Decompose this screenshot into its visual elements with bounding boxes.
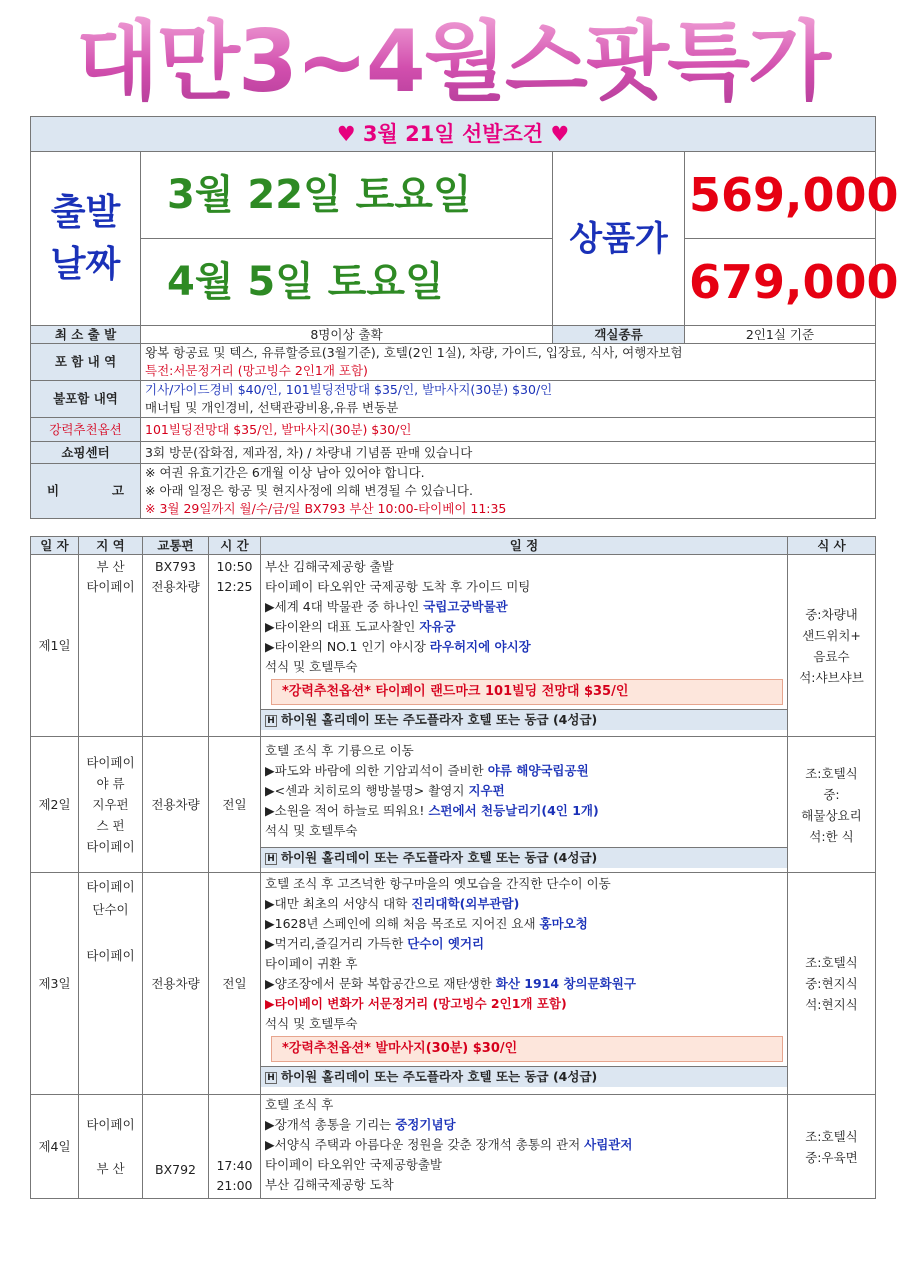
min-departure-value: 8명이상 출확 [141,326,553,344]
day-row-3 [31,873,876,1095]
price-2: 679,000 [685,239,876,326]
day-time: 전일 [209,737,261,873]
day-transport: BX793 전용차량 [143,555,209,737]
day-time: 전일 [209,873,261,1095]
option-highlight: *강력추천옵션* 발마사지(30분) $30/인 [271,1036,783,1062]
option-label: 강력추천옵션 [31,418,141,442]
room-type-value: 2인1실 기준 [685,326,876,344]
day-region: 타이페이 단수이 타이페이 [79,873,143,1095]
hotel-line: H 하이원 홀리데이 또는 주도플라자 호텔 또는 동급 (4성급) [261,709,787,730]
day-transport: BX792 [143,1095,209,1199]
summary-table [30,116,899,519]
remarks-value: ※ 여권 유효기간은 6개월 이상 남아 있어야 합니다. ※ 아래 일정은 항공 및 현지사정에 의해 변경될 수 있습니다. ※ 3월 29일까지 월/수/금/일 BX793 부산 10:00-타이베이 11:35 [141,464,876,519]
day-label: 제4일 [31,1095,79,1199]
departure-date-2: 4월 5일 토요일 [141,239,553,326]
day-plan: 호텔 조식 후 기륭으로 이동 ▶파도와 바람에 의한 기암괴석이 즐비한 야류 해양국립공원 ▶<센과 치히로의 행방불명> 촬영지 지우펀 ▶소원을 적어 하늘로 띄워요! 스펀에서 천등날리기(4인 1개) 석식 및 호텔투숙 H 하이원 홀리데이 또는 주도플라자 호텔 또는 동급 (4성급) [261,737,788,873]
day-time: 10:50 12:25 [209,555,261,737]
day-label: 제1일 [31,555,79,737]
hotel-icon: H [265,715,277,727]
hotel-icon: H [265,1072,277,1084]
day-plan: 부산 김해국제공항 출발 타이페이 타오위안 국제공항 도착 후 가이드 미팅 ▶세계 4대 박물관 중 하나인 국립고궁박물관 ▶타이완의 대표 도교사찰인 자유궁 ▶타이완의 NO.1 인기 야시장 라우허지에 야시장 석식 및 호텔투숙 *강력추천옵션* 타이페이 랜드마크 101빌딩 전망대 $35/인 H 하이원 홀리데이 또는 주도플라자 호텔 또는 동급 (4성급) [261,555,788,737]
col-transport: 교통편 [143,537,209,555]
schedule-table [30,536,876,1199]
day-time: 17:40 21:00 [209,1095,261,1199]
col-region: 지 역 [79,537,143,555]
min-departure-label: 최 소 출 발 [31,326,141,344]
hotel-line: H 하이원 홀리데이 또는 주도플라자 호텔 또는 동급 (4성급) [261,847,787,868]
day-label: 제3일 [31,873,79,1095]
col-meal: 식 사 [788,537,876,555]
day-row-1 [31,555,876,737]
shopping-label: 쇼핑센터 [31,442,141,464]
option-highlight: *강력추천옵션* 타이페이 랜드마크 101빌딩 전망대 $35/인 [271,679,783,705]
exclude-label: 불포함 내역 [31,381,141,418]
notice-banner: ♥ 3월 21일 선발조건 ♥ [31,117,876,152]
col-time: 시 간 [209,537,261,555]
include-label: 포 함 내 역 [31,344,141,381]
price-1: 569,000 [685,152,876,239]
banner-title: 대만3~4월스팟특가 [0,8,905,116]
option-value: 101빌딩전망대 $35/인, 발마사지(30분) $30/인 [141,418,876,442]
day-meals: 중:차량내 샌드위치+ 음료수 석:샤브샤브 [788,555,876,737]
room-type-label: 객실종류 [553,326,685,344]
remarks-label: 비 고 [31,464,141,519]
day-row-2 [31,737,876,873]
day-region: 부 산 타이페이 [79,555,143,737]
price-label: 상품가 [553,152,685,326]
col-day: 일 자 [31,537,79,555]
day-transport: 전용차량 [143,737,209,873]
day-plan: 호텔 조식 후 ▶장개석 총통을 기리는 중정기념당 ▶서양식 주택과 아름다운 정원을 갖춘 장개석 총통의 관저 사림관저 타이페이 타오위안 국제공항출발 부산 김해국제공항 도착 [261,1095,788,1199]
day-meals: 조:호텔식 중:우육면 [788,1095,876,1199]
day-meals: 조:호텔식 중: 해물상요리 석:한 식 [788,737,876,873]
day-plan: 호텔 조식 후 고즈넉한 항구마을의 옛모습을 간직한 단수이 이동 ▶대만 최초의 서양식 대학 진리대학(외부관람) ▶1628년 스페인에 의해 처음 목조로 지어진 요새 홍마오청 ▶먹거리,즐길거리 가득한 단수이 옛거리 타이페이 귀환 후 ▶양조장에서 문화 복합공간으로 재탄생한 화산 1914 창의문화원구 ▶타이베이 변화가 서문정거리 (망고빙수 2인1개 포함) 석식 및 호텔투숙 *강력추천옵션* 발마사지(30분) $30/인 H 하이원 홀리데이 또는 주도플라자 호텔 또는 동급 (4성급) [261,873,788,1095]
day-meals: 조:호텔식 중:현지식 석:현지식 [788,873,876,1095]
col-plan: 일 정 [261,537,788,555]
departure-date-1: 3월 22일 토요일 [141,152,553,239]
exclude-value: 기사/가이드경비 $40/인, 101빌딩전망대 $35/인, 발마사지(30분) $30/인 매너팁 및 개인경비, 선택관광비용,유류 변동분 [141,381,876,418]
day-label: 제2일 [31,737,79,873]
hotel-line: H 하이원 홀리데이 또는 주도플라자 호텔 또는 동급 (4성급) [261,1066,787,1087]
day-region: 타이페이 야 류 지우펀 스 펀 타이페이 [79,737,143,873]
day-region: 타이페이 부 산 [79,1095,143,1199]
include-value: 왕복 항공료 및 텍스, 유류할증료(3월기준), 호텔(2인 1실), 차량, 가이드, 입장료, 식사, 여행자보험 특전:서문정거리 (망고빙수 2인1개 포함) [141,344,876,381]
day-transport: 전용차량 [143,873,209,1095]
hotel-icon: H [265,853,277,865]
day-row-4 [31,1095,876,1199]
shopping-value: 3회 방문(잡화점, 제과점, 차) / 차량내 기념품 판매 있습니다 [141,442,876,464]
departure-label: 출발 날짜 [31,152,141,326]
